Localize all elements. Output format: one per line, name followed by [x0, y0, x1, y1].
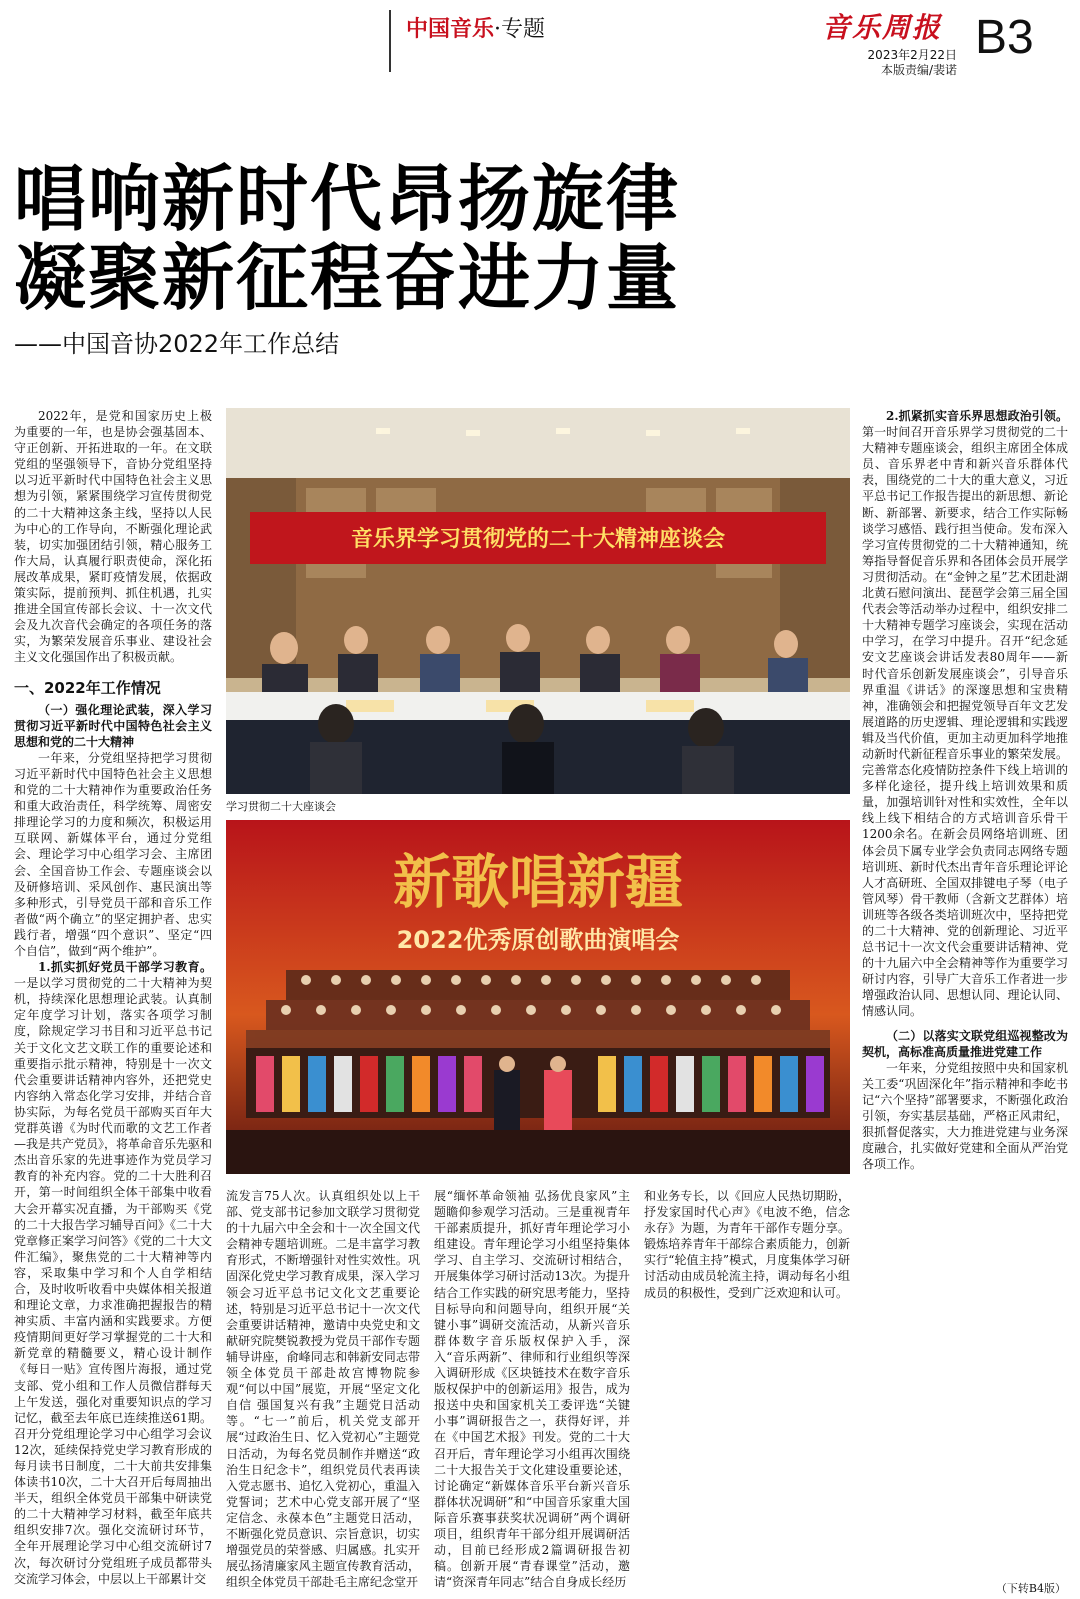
concert-subtitle: 2022优秀原创歌曲演唱会 — [396, 926, 680, 954]
issue-date: 2023年2月22日 — [867, 48, 957, 62]
headline-line-2: 凝聚新征程奋进力量 — [14, 236, 681, 320]
item-2-paragraph — [862, 408, 1068, 1020]
page-number: B3 — [975, 11, 1034, 64]
photo-concert-image — [226, 820, 850, 1174]
column-3 — [434, 1188, 630, 1592]
subheadline: ——中国音协2022年工作总结 — [14, 330, 340, 358]
subsection-heading-1: （一）强化理论武装，深入学习贯彻习近平新时代中国特色社会主义思想和党的二十大精神 — [14, 702, 212, 749]
header-rule — [389, 10, 391, 72]
headline-line-1: 唱响新时代昂扬旋律 — [14, 157, 681, 241]
photo-symposium-image — [226, 408, 850, 794]
column-5 — [862, 408, 1068, 1576]
column-1 — [14, 408, 212, 1592]
subsection-2-paragraph: 一年来，分党组按照中央和国家机关工委“巩固深化年”指示精神和李屹书记“六个坚持”部署要求，不断强化政治引领，夯实基层基础，严格正风肃纪，狠抓督促落实，大力推进党建与业务深度融合，扎实做好党建和全面从严治党各项工作。 — [862, 1060, 1068, 1172]
subsection-heading-2: （二）以落实文联党组巡视整改为契机，高标准高质量推进党建工作 — [862, 1028, 1068, 1059]
item-1-continuation: 流发言75人次。认真组织处以上干部、党支部书记参加文联学习贯彻党的十九届六中全会和十一次全国文代会精神专题培训班。二是丰富学习教育形式，不断增强针对性实效性。巩固深化党史学习教育成果，深入学习领会习近平总书记文化文艺重要论述，特别是习近平总书记十一次文代会重要讲话精神，邀请中央党史和文献研究院樊锐教授为党员干部作专题辅导讲座，俞峰同志和韩新安同志带领全体党员干部赴故宫博物院参观“何以中国”展览，开展“坚定文化自信 强国复兴有我”主题党日活动等。“七一”前后，机关党支部开展“过政治生日、忆入党初心”主题党日活动，为每名党员制作并赠送“政治生日纪念卡”，组织党员代表再读入党志愿书、追忆入党初心，重温入党誓词；艺术中心党支部开展了“坚定信念、永葆本色”主题党日活动，不断强化党员意识、宗旨意识，切实增强党员的荣誉感、归属感。扎实开展弘扬清廉家风主题宣传教育活动，组织全体党员干部赴毛主席纪念堂开 — [226, 1189, 420, 1590]
item-1-text: 一是以学习贯彻党的二十大精神为契机，持续深化思想理论武装。认真制定年度学习计划，落实各项学习制度，除规定学习书目和习近平总书记关于文化文艺文联工作的重要论述和重要指示批示精神，特别是十一次文代会重要讲话精神内容外，还把党史内容纳入常态化学习安排，并结合音协实际，为每名党员干部购买百年大党群英谱《为时代而歌的文艺工作者—我是共产党员》，将革命音乐先驱和杰出音乐家的先进事迹作为党员学习教育的补充内容。党的二十大胜利召开，第一时间组织全体干部集中收看大会开幕实况直播，为干部购买《党的二十大报告学习辅导百问》《二十大党章修正案学习问答》《党的二十大文件汇编》，聚焦党的二十大精神等内容，采取集中学习和个人自学相结合，及时收听收看中央媒体相关报道和理论文章，力求准确把握报告的精神实质、丰富内涵和实践要求。方便疫情期间更好学习掌握党的二十大和新党章的精髓要义，精心设计制作《每日一贴》宣传图片海报，通过党支部、党小组和工作人员微信群每天上午发送，强化对重要知识点的学习记忆，截至去年底已连续推送61期。召开分党组理论学习中心组学习会议12次，延续保持党史学习教育形成的每月读书日制度，二十大前共安排集体读书10次，二十大召开后每周抽出半天，组织全体党员干部集中研读党的二十大精神学习材料，截至年底共组织安排7次。强化交流研讨环节，全年开展理论学习中心组交流研讨7次，每次研讨分党组班子成员都带头交流学习体会，中层以上干部累计交 — [14, 976, 212, 1586]
item-2-text: 第一时间召开音乐界学习贯彻党的二十大精神专题座谈会，组织主席团全体成员、音乐界老中青和新兴音乐群体代表，围绕党的二十大的重大意义，习近平总书记工作报告提出的新思想、新论断、新部署、新要求，结合工作实际畅谈学习感悟、践行担当使命。发布深入学习宣传贯彻党的二十大精神通知，统筹指导督促音乐界和各团体会员开展学习贯彻活动。在“金钟之星”艺术团赴湖北黄石慰问演出、琵琶学会第三届全国代表会等活动举办过程中，组织安排二十大精神专题学习座谈会，实现在活动中学习，在学习中提升。召开“纪念延安文艺座谈会讲话发表80周年——新时代音乐创新发展座谈会”，引导音乐界重温《讲话》的深邃思想和宝贵精神，准确领会和把握党领导百年文艺发展道路的历史逻辑、理论逻辑和实践逻辑及当代价值，更加主动更加科学地推动新时代新征程音乐事业的繁荣发展。完善常态化疫情防控条件下线上培训的多样化途径，提升线上培训效果和质量，加强培训针对性和实效性，全年以线上线下相结合的方式培训音乐骨干1200余名。在新会员网络培训班、团体会员下属专业学会负责同志网络专题培训班、新时代杰出青年音乐理论评论人才高研班、全国双排键电子琴（电子管风琴）骨干教师（含新文艺群体）培训班等各级各类培训班次中，坚持把党的二十大精神、党的创新理论、习近平总书记十一次文代会重要讲话精神、党的十九届六中全会精神等作为重要学习研讨内容，引导广大音乐工作者进一步增强政治认同、思想认同、理论认同、情感认同。 — [862, 425, 1068, 1019]
continued-note: （下转B4版） — [995, 1582, 1066, 1595]
item-1-lead: 1.抓实抓好党员干部学习教育。 — [38, 960, 212, 975]
item-1-paragraph — [14, 959, 212, 1587]
section-brand — [406, 12, 545, 43]
headline — [14, 157, 681, 320]
banner-text: 音乐界学习贯彻党的二十大精神座谈会 — [350, 527, 726, 552]
section-name: 专题 — [501, 17, 546, 42]
photo-symposium — [226, 408, 850, 794]
item-1-continuation-3: 和业务专长，以《回应人民热切期盼，抒发家国时代心声》《电波不绝，信念永存》为题，为青年干部作专题分享。锻炼培养青年干部综合素质能力，创新实行“轮值主持”模式，月度集体学习研讨活动由成员轮流主持，调动每名小组成员的积极性，受到广泛欢迎和认可。 — [644, 1189, 850, 1300]
brand-dot: · — [494, 17, 502, 42]
photo-concert — [226, 820, 850, 1174]
brand-name: 中国音乐 — [406, 16, 495, 42]
photo-symposium-caption: 学习贯彻二十大座谈会 — [226, 800, 336, 813]
page-editor: 本版责编/裴诺 — [880, 63, 957, 77]
column-2 — [226, 1188, 420, 1592]
intro-paragraph: 2022年，是党和国家历史上极为重要的一年，也是协会强基固本、守正创新、开拓进取的一年。在文联党组的坚强领导下，音协分党组坚持以习近平新时代中国特色社会主义思想为引领，紧紧围绕学习宣传贯彻党的二十大精神这条主线，坚持以人民为中心的工作导向，不断强化理论武装，切实加强团结引领，精心服务工作大局，认真履行职责使命，深化拓展改革成果，紧盯疫情发展，依据政策实际，提前预判、抓住机遇，扎实推进全国宣传部长会议、十一次文代会及九次音代会确定的各项任务的落实，为繁荣发展音乐事业、建设社会主义文化强国作出了积极贡献。 — [14, 409, 212, 665]
subsection-1-paragraph: 一年来，分党组坚持把学习贯彻习近平新时代中国特色社会主义思想和党的二十大精神作为重要政治任务和重大政治责任，科学统筹、周密安排理论学习的力度和频次，积极运用互联网、新媒体平台，通过分党组会、理论学习中心组学习会、主席团会、全国音协工作会、专题座谈会以及研修培训、采风创作、惠民演出等多种形式，引导党员干部和音乐工作者做“两个确立”的坚定拥护者、忠实践行者，增强“四个意识”、坚定“四个自信”，做到“两个维护”。 — [14, 750, 212, 958]
column-4 — [644, 1188, 850, 1592]
item-2-lead: 2.抓紧抓实音乐界思想政治引领。 — [886, 409, 1068, 423]
newspaper-logo: 音乐周报 — [822, 11, 943, 44]
section-heading-1: 一、2022年工作情况 — [14, 678, 161, 697]
concert-title: 新歌唱新疆 — [392, 848, 684, 916]
issue-info — [829, 48, 957, 78]
item-1-continuation-2: 展“缅怀革命领袖 弘扬优良家风”主题瞻仰参观学习活动。三是重视青年干部素质提升，抓好青年理论学习小组建设。青年理论学习小组坚持集体学习、自主学习、交流研讨相结合，开展集体学习研讨活动13次。为提升结合工作实践的研究思考能力，坚持目标导向和问题导向，组织开展“关键小事”调研交流活动，从新兴音乐群体数字音乐版权保护入手，深入“音乐两新”、律师和行业组织等深入调研形成《区块链技术在数字音乐版权保护中的创新运用》报告，成为报送中央和国家机关工委评选“关键小事”调研报告之一，获得好评，并在《中国艺术报》刊发。党的二十大召开后，青年理论学习小组再次围绕二十大报告关于文化建设重要论述，讨论确定“新媒体音乐平台新兴音乐群体状况调研”和“中国音乐家重大国际音乐赛事获奖状况调研”两个调研项目，组织青年干部分组开展调研活动，目前已经形成2篇调研报告初稿。创新开展“青春课堂”活动，邀请“资深青年同志”结合自身成长经历 — [434, 1189, 630, 1590]
